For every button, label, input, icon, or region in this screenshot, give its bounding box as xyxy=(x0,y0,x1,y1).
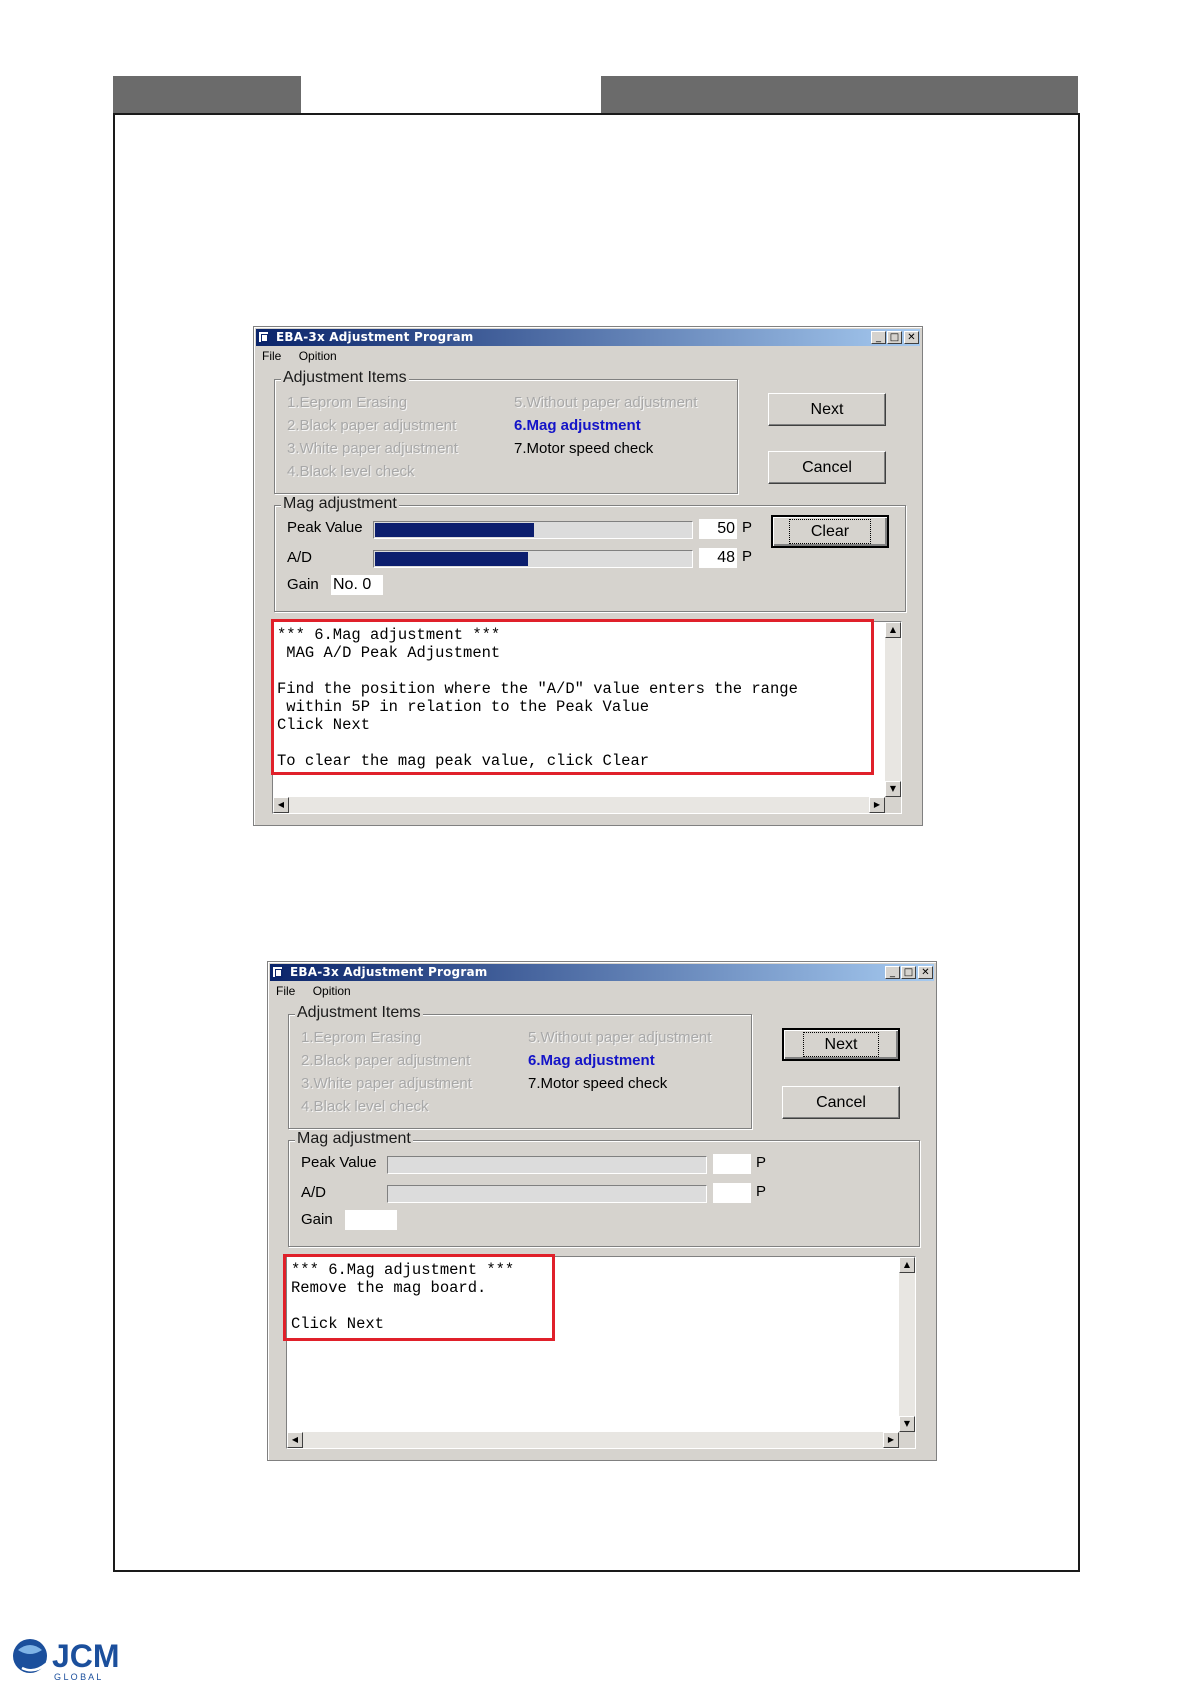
item-white-paper[interactable]: 3.White paper adjustment xyxy=(287,440,458,457)
scroll-up-icon[interactable]: ▲ xyxy=(899,1257,915,1273)
adjustment-items-group xyxy=(274,369,738,494)
item-black-paper[interactable]: 2.Black paper adjustment xyxy=(301,1052,471,1069)
cancel-label: Cancel xyxy=(802,459,852,476)
horizontal-scrollbar[interactable] xyxy=(287,1432,899,1448)
item-white-paper[interactable]: 3.White paper adjustment xyxy=(301,1075,472,1092)
log-text: *** 6.Mag adjustment *** MAG A/D Peak Adjustment Find the position where the "A/D" value enters the range within 5P in relation to the Peak Value Click Next To clear the mag peak value, click Clear xyxy=(277,626,798,770)
ad-unit: P xyxy=(756,1183,767,1200)
item-without-paper[interactable]: 5.Without paper adjustment xyxy=(514,394,698,411)
item-mag-adjustment[interactable]: 6.Mag adjustment xyxy=(528,1052,655,1069)
menu-file[interactable]: File xyxy=(276,984,296,998)
group-label: Mag adjustment xyxy=(297,1130,411,1147)
peak-unit: P xyxy=(742,519,753,536)
peak-value-field xyxy=(713,1154,751,1174)
gain-label: Gain xyxy=(287,576,319,593)
ad-unit: P xyxy=(742,548,753,565)
ad-bar-fill xyxy=(375,552,528,566)
next-button[interactable] xyxy=(768,393,886,426)
mag-adjustment-group xyxy=(288,1130,920,1247)
ad-value-field xyxy=(713,1183,751,1203)
item-without-paper[interactable]: 5.Without paper adjustment xyxy=(528,1029,712,1046)
menu-option[interactable]: Opition xyxy=(298,349,337,363)
logo-text: JCM xyxy=(52,1638,120,1674)
minimize-button[interactable]: _ xyxy=(871,331,886,344)
scroll-corner xyxy=(885,797,901,813)
minimize-button[interactable]: _ xyxy=(885,966,900,979)
scroll-down-icon[interactable]: ▼ xyxy=(885,781,901,797)
group-label: Adjustment Items xyxy=(297,1004,421,1021)
peak-value-label: Peak Value xyxy=(301,1154,377,1171)
vertical-scrollbar[interactable] xyxy=(885,622,901,797)
jcm-global-logo xyxy=(8,1634,148,1682)
logo-subtext: G L O B A L xyxy=(54,1672,102,1682)
horizontal-scrollbar[interactable] xyxy=(273,797,885,813)
scroll-left-icon[interactable]: ◀ xyxy=(273,797,289,813)
peak-unit: P xyxy=(756,1154,767,1171)
close-button[interactable]: ✕ xyxy=(918,966,933,979)
adjustment-items-group xyxy=(288,1004,752,1129)
ad-label: A/D xyxy=(287,549,313,566)
ad-value-field: 48 xyxy=(699,548,737,568)
app-icon xyxy=(272,966,283,978)
title-bar xyxy=(256,329,920,346)
window-title: EBA-3x Adjustment Program xyxy=(290,965,488,979)
ad-bar xyxy=(387,1185,707,1203)
menu-bar xyxy=(276,984,365,998)
gain-field xyxy=(345,1210,397,1230)
scroll-up-icon[interactable]: ▲ xyxy=(885,622,901,638)
item-eeprom-erasing[interactable]: 1.Eeprom Erasing xyxy=(287,394,408,411)
item-black-level[interactable]: 4.Black level check xyxy=(301,1098,429,1115)
maximize-button[interactable]: □ xyxy=(901,966,916,979)
vertical-scrollbar[interactable] xyxy=(899,1257,915,1432)
maximize-button[interactable]: □ xyxy=(887,331,902,344)
group-label: Mag adjustment xyxy=(283,495,397,512)
cancel-button[interactable] xyxy=(782,1086,900,1119)
adjustment-window-2 xyxy=(267,961,937,1461)
clear-label: Clear xyxy=(793,523,867,540)
scroll-right-icon[interactable]: ▶ xyxy=(869,797,885,813)
peak-value-bar xyxy=(387,1156,707,1174)
app-icon xyxy=(258,331,269,343)
close-button[interactable]: ✕ xyxy=(904,331,919,344)
menu-option[interactable]: Opition xyxy=(312,984,351,998)
menu-bar xyxy=(262,349,351,363)
scroll-right-icon[interactable]: ▶ xyxy=(883,1432,899,1448)
item-eeprom-erasing[interactable]: 1.Eeprom Erasing xyxy=(301,1029,422,1046)
item-mag-adjustment[interactable]: 6.Mag adjustment xyxy=(514,417,641,434)
highlight-box xyxy=(271,619,874,775)
cancel-label: Cancel xyxy=(816,1094,866,1111)
peak-value-label: Peak Value xyxy=(287,519,363,536)
menu-file[interactable]: File xyxy=(262,349,282,363)
item-black-paper[interactable]: 2.Black paper adjustment xyxy=(287,417,457,434)
adjustment-window-1 xyxy=(253,326,923,826)
scroll-left-icon[interactable]: ◀ xyxy=(287,1432,303,1448)
item-black-level[interactable]: 4.Black level check xyxy=(287,463,415,480)
clear-button[interactable] xyxy=(771,515,889,548)
header-bar-left xyxy=(113,76,301,114)
peak-value-bar xyxy=(373,521,693,539)
next-label: Next xyxy=(807,1036,876,1053)
item-motor-speed[interactable]: 7.Motor speed check xyxy=(514,440,654,457)
scroll-down-icon[interactable]: ▼ xyxy=(899,1416,915,1432)
title-bar xyxy=(270,964,934,981)
gain-field: No. 0 xyxy=(331,575,383,595)
log-text: *** 6.Mag adjustment *** Remove the mag board. Click Next xyxy=(291,1261,515,1333)
ad-bar xyxy=(373,550,693,568)
highlight-box xyxy=(283,1254,555,1341)
header-bar-right xyxy=(601,76,1078,114)
item-motor-speed[interactable]: 7.Motor speed check xyxy=(528,1075,668,1092)
next-label: Next xyxy=(810,401,844,418)
group-label: Adjustment Items xyxy=(283,369,407,386)
window-title: EBA-3x Adjustment Program xyxy=(276,330,474,344)
scroll-corner xyxy=(899,1432,915,1448)
gain-label: Gain xyxy=(301,1211,333,1228)
peak-value-field: 50 xyxy=(699,519,737,539)
peak-value-bar-fill xyxy=(375,523,534,537)
cancel-button[interactable] xyxy=(768,451,886,484)
ad-label: A/D xyxy=(301,1184,327,1201)
next-button[interactable] xyxy=(782,1028,900,1061)
